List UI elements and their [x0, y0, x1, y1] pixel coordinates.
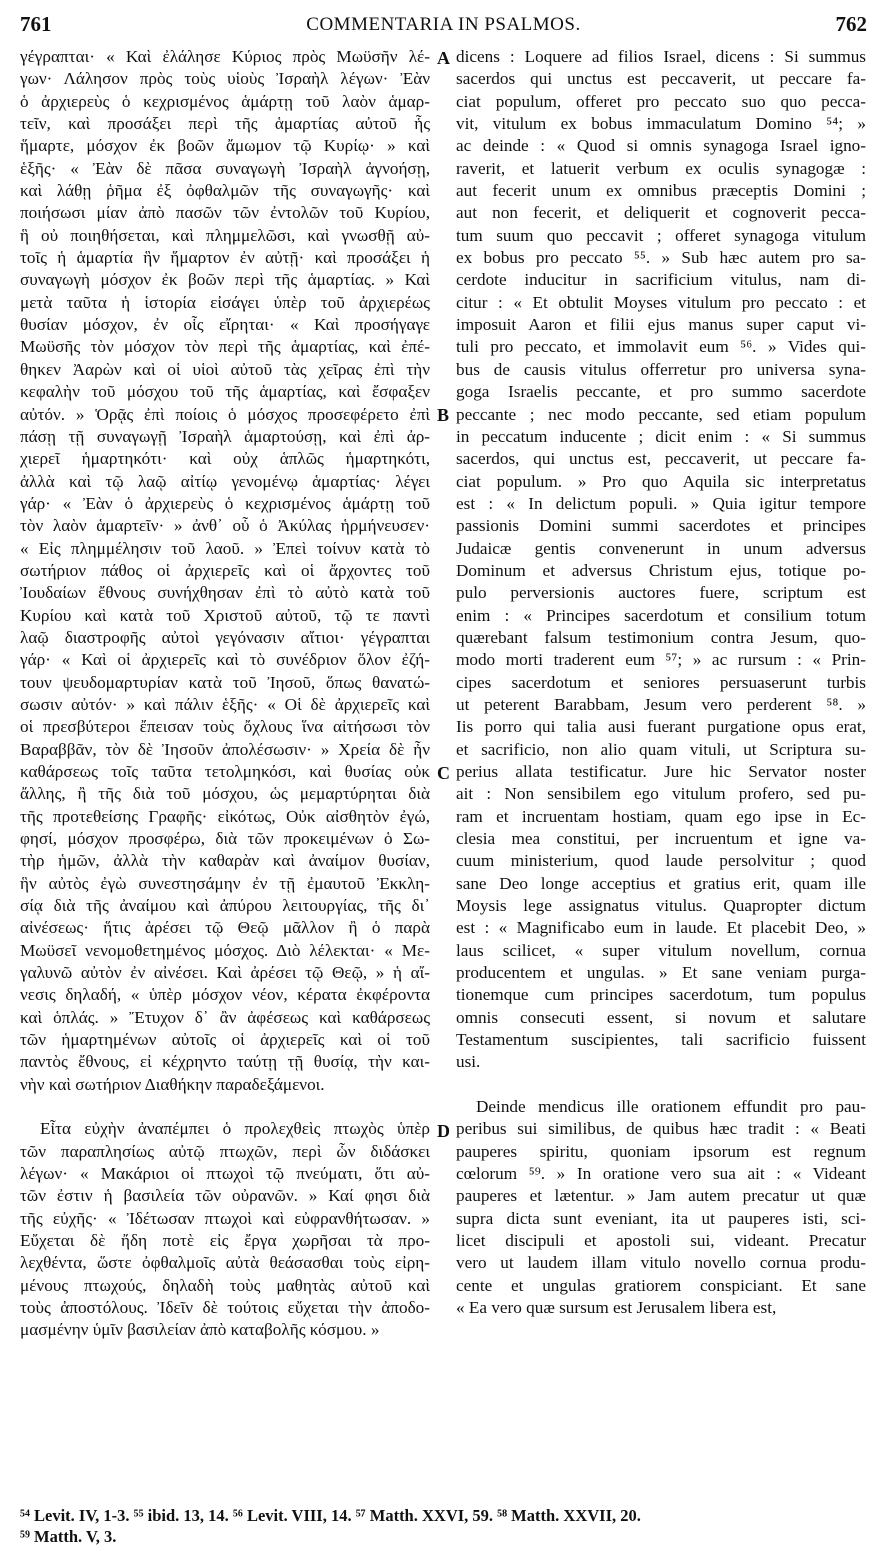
latin-text-line: ut peterent Barabbam, Jesum vero perderent ⁵⁸. » — [456, 694, 866, 714]
latin-text-line: Testamentum suscipientes, tali sacrificio fuissent — [456, 1030, 866, 1050]
latin-text-line: Dominum et adversus Christum ejus, totique po- — [456, 560, 866, 580]
greek-text-line: νεσις δηλαδή, « ὑπὲρ μόσχον νέον, κέρατα ἐκφέροντα — [20, 985, 430, 1005]
greek-text-line: γαλυνῶ αὐτὸν ἐν αἰνέσει. Καὶ ἀρέσει τῷ Θεῷ, » ἡ αἴ- — [20, 963, 430, 983]
latin-column — [456, 46, 866, 1319]
latin-text-line: cœlorum ⁵⁹. » In oratione vero sua ait : « Videant — [456, 1163, 866, 1183]
greek-text-line: τῆς εὐχῆς· « Ἰδέτωσαν πτωχοὶ καὶ εὐφρανθήτωσαν. » — [20, 1208, 430, 1228]
footnote-line: ⁵⁹ Matth. V, 3. — [20, 1527, 117, 1546]
greek-text-line: θυσίαν μόσχον, ἐν οἷς εἴρηται· « Καὶ προσήγαγε — [20, 315, 430, 335]
latin-text-line: clesia mea constitui, per incruentum et igne va- — [456, 829, 866, 849]
greek-text-line: ἥμαρτε, μόσχον ἐκ βοῶν ἄμωμον τῷ Κυρίῳ· » καὶ — [20, 136, 430, 156]
greek-text-line: τοὺς ἀποστόλους. Ἰδεῖν δὲ τούτοις εὔχεται τὴν ἀποδο- — [20, 1297, 430, 1317]
greek-text-line: τῶν παραπλησίως αὐτῷ πτωχῶν, περὶ ὧν διδάσκει — [20, 1141, 430, 1161]
latin-text-line: in peccatum inducente ; dicit enim : « Si summus — [456, 426, 866, 446]
latin-text-line: Judaicæ gentis convenerunt in unum adversus — [456, 538, 866, 558]
latin-paragraph-gap — [456, 1074, 866, 1096]
greek-text-line: τὴρ ἡμῶν, ἀλλὰ τὴν καθαρὰν καὶ ἀναίμον θυσίαν, — [20, 851, 430, 871]
greek-text-line: ἀλλὰ καὶ τῷ λαῷ αἰτίῳ γενομένῳ ἁμαρτίας· λέγει — [20, 471, 430, 491]
greek-text-line: παντὸς ἔθνους, εἰ κέχρηντο ταύτῃ τῇ θυσίᾳ, τὴν και- — [20, 1052, 430, 1072]
greek-text-line: Μωϋσεῖ νενομοθετημένος μόσχος. Διὸ λέλεκται· « Με- — [20, 940, 430, 960]
greek-text-line: Βαραββᾶν, τὸν δὲ Ἰησοῦν ἀπολέσωσιν· » Χρεία δὲ ἦν — [20, 739, 430, 759]
greek-text-line: μένους πτωχούς, δηλαδὴ τοὺς μαθητὰς αὐτοῦ καὶ — [20, 1275, 430, 1295]
greek-text-line: οἱ πρεσβύτεροι ἔπεισαν τοὺς ὄχλους ἵνα αἰτήσωσι τὸν — [20, 717, 430, 737]
latin-text-line: usi. — [456, 1052, 481, 1072]
greek-text-line: μασμένην ὑμῖν βασιλείαν ἀπὸ καταβολῆς κόσμου. » — [20, 1320, 380, 1340]
greek-text-line: γάρ· « Ἐὰν ὁ ἀρχιερεὺς ὁ κεχρισμένος ἁμάρτῃ τοῦ — [20, 493, 430, 513]
greek-text-line: Ἰουδαίων ἔθνους συνήχθησαν ἐπὶ τὸ αὐτὸ κατὰ τοῦ — [20, 583, 430, 603]
greek-text-line: θηκεν Ἀαρὼν καὶ οἱ υἱοὶ αὐτοῦ τὰς χεῖρας ἐπὶ τὴν — [20, 359, 430, 379]
latin-text-line: ciat populum. » Pro quo Aquila sic interpretatus — [456, 471, 866, 491]
latin-text-line: imposuit Aaron et filii ejus manus super caput vi- — [456, 315, 866, 335]
greek-text-line: πάσῃ τῇ συναγωγῇ Ἰσραὴλ ἁμαρτούσῃ, καὶ ἐπὶ ἀρ- — [20, 426, 430, 446]
margin-letter-c: C — [437, 763, 450, 783]
greek-text-line: γέγραπται· « Καὶ ἐλάλησε Κύριος πρὸς Μωϋσῆν λέ- — [20, 47, 430, 66]
latin-text-line: ciat populum, offeret pro peccato suo quo pecca- — [456, 91, 866, 111]
margin-letter-b: B — [437, 405, 450, 425]
latin-text-line: ait : Non sensibilem ego vitulum profero, sed pu- — [456, 784, 866, 804]
greek-paragraph-gap — [20, 1096, 430, 1118]
page-number-left: 761 — [20, 12, 52, 36]
greek-text-line: ὁ ἀρχιερεὺς ὁ κεχρισμένος ἁμάρτῃ τοῦ λαὸν ἁμαρ- — [20, 91, 430, 111]
latin-text-line: tuli pro peccato, et immolavit eum ⁵⁶. » Vides qui- — [456, 337, 866, 357]
latin-text-line: cuum ministerium, quod laude persolvitur ; quod — [456, 851, 866, 871]
latin-text-line: vit, vitulum ex bobus immaculatum Domino ⁵⁴; » — [456, 114, 866, 134]
greek-text-line: τεῖν, καὶ προσάξει περὶ τῆς ἁμαρτίας αὐτοῦ ἧς — [20, 114, 430, 134]
latin-text-line: licet discipuli et apostoli sui, videant. Precatur — [456, 1230, 866, 1250]
latin-text-line: peribus sui similibus, de quibus hæc tradit : « Beati — [456, 1119, 866, 1139]
footnotes — [20, 1505, 869, 1547]
latin-text-line: supra dicta sunt eveniant, ita ut pauperes isti, sci- — [456, 1208, 866, 1228]
greek-text-line: τοῖς ἡ ἁμαρτία ἣν ἥμαρτον ἐν αὐτῇ· καὶ προσάξει ἡ — [20, 248, 430, 268]
latin-text-line: tum suum quo peccavit ; offeret synagoga vitulum — [456, 225, 866, 245]
greek-text-line: τῶν ἐστιν ἡ βασιλεία τῶν οὐρανῶν. » Καί φησι διὰ — [20, 1186, 430, 1206]
greek-text-line: λαῷ διαστροφῆς αὐτοὶ γεγόνασιν αἴτιοι· γέγραπται — [20, 627, 430, 647]
latin-text-line: sacerdos qui unctus est peccaverit, ut peccare fa- — [456, 69, 866, 89]
greek-text-line: ἄλλης, ἢ τῆς διὰ τοῦ μόσχου, ὡς μεμαρτύρηται διὰ — [20, 784, 430, 804]
greek-text-line: ἣν αὐτὸς ἐγὼ συνεστησάμην ἐν τῇ ἐμαυτοῦ Ἐκκλη- — [20, 873, 430, 893]
greek-text-line: γων· Λάλησον πρὸς τοὺς υἱοὺς Ἰσραὴλ λέγων· Ἐὰν — [20, 69, 430, 89]
latin-text-line: est : « In delictum populi. » Quia igitur tempore — [456, 493, 866, 513]
greek-text-line: καὶ λάθῃ ῥῆμα ἐξ ὀφθαλμῶν τῆς συναγωγῆς· καὶ — [20, 181, 430, 201]
greek-text-line: καθάρσεως τοῖς ταῦτα τετολμηκόσι, καὶ θυσίας οὐκ — [20, 762, 430, 781]
latin-text-line: pauperes spiritu, quoniam ipsorum est regnum — [456, 1141, 866, 1161]
greek-text-line: Εἶτα εὐχὴν ἀναπέμπει ὁ προλεχθεὶς πτωχὸς ὑπὲρ — [40, 1119, 430, 1139]
greek-text-line: σωτήριον πάθος οἱ ἀρχιερεῖς καὶ οἱ ἄρχοντες τοῦ — [20, 560, 430, 580]
greek-text-line: γάρ· « Καὶ οἱ ἀρχιερεῖς καὶ τὸ συνέδριον ὅλον ἐζή- — [20, 650, 430, 670]
latin-text-line: modo morti traderent eum ⁵⁷; » ac rursum : « Prin- — [456, 650, 866, 670]
latin-text-line: passionis Domini summi sacerdotes et principes — [456, 516, 866, 536]
greek-text-line: « Εἰς πλημμέλησιν τοῦ λαοῦ. » Ἐπεὶ τοίνυν κατὰ τὸ — [20, 538, 430, 558]
greek-text-line: τῶν ἡμαρτημένων αὐτοῖς οἱ ἀρχιερεῖς καὶ οἱ τοῦ — [20, 1030, 430, 1050]
latin-text-line: laus scilicet, « super vitulum novellum, cornua — [456, 940, 866, 960]
latin-text-line: perius allata testificatur. Jure hic Servator noster — [456, 762, 866, 781]
latin-text-line: « Ea vero quæ sursum est Jerusalem libera est, — [456, 1297, 777, 1317]
greek-text-line: τουν ψευδομαρτυρίαν κατὰ τοῦ Ἰησοῦ, ὅπως θανατώ- — [20, 672, 430, 692]
latin-text-line: aut fecerit unum ex omnibus præceptis Domini ; — [456, 181, 866, 201]
page-number-right: 762 — [835, 12, 867, 36]
greek-text-line: αὐτόν. » Ὁρᾷς ἐπὶ ποίοις ὁ μόσχος προσεφέρετο ἐπὶ — [20, 404, 430, 424]
latin-text-line: pulo perversionis auctores fuere, scriptum est — [456, 583, 866, 603]
latin-text-line: Moysis lege assignatus vitulus. Quapropter dictum — [456, 896, 866, 916]
latin-text-line: cipes sacerdotum et seniores persuaserunt turbis — [456, 672, 866, 692]
latin-text-line: omnis consecuti essent, si novum et salutare — [456, 1007, 866, 1027]
latin-text-line: est : « Magnificabo eum in laude. Et placebit Deo, » — [456, 918, 866, 938]
greek-text-line: χιερεῖ ἡμαρτηκότι· καὶ οὐχ ἁπλῶς ἡμαρτηκότι, — [20, 449, 430, 469]
latin-text-line: producentem et ungulas. » Et sane veniam purga- — [456, 963, 866, 983]
greek-text-line: φησί, μόσχον προσφέρω, διὰ τῶν προκειμένων ὁ Σω- — [20, 829, 430, 849]
greek-text-line: λέγων· « Μακάριοι οἱ πτωχοὶ τῷ πνεύματι, ὅτι αὐ- — [20, 1163, 430, 1183]
greek-text-line: ἣ οὐ ποιηθήσεται, καὶ πλημμελῶσι, καὶ γνωσθῇ αὐ- — [20, 225, 430, 245]
running-title: COMMENTARIA IN PSALMOS. — [306, 14, 581, 35]
greek-text-line: σωσιν αὐτόν· » καὶ πάλιν ἑξῆς· « Οἱ δὲ ἀρχιερεῖς καὶ — [20, 694, 430, 714]
greek-text-line: ἑξῆς· « Ἐὰν δὲ πᾶσα συναγωγὴ Ἰσραὴλ ἀγνοήσῃ, — [20, 158, 430, 178]
greek-text-line: σίᾳ διὰ τῆς ἀναίμου καὶ ἀπύρου λειτουργίας, τῆς δι᾽ — [20, 896, 430, 916]
greek-text-line: νὴν καὶ σωτήριον Διαθήκην παραδεξάμενοι. — [20, 1074, 325, 1094]
latin-text-line: enim : « Principes sacerdotum et consilium totum — [456, 605, 866, 625]
latin-text-line: ram et incruentam hostiam, quam ego ipse in Ec- — [456, 806, 866, 826]
latin-text-line: pauperes et lætentur. » Jam autem precatur ut quæ — [456, 1186, 866, 1206]
latin-text-line: sacerdos, qui unctus est, peccaverit, ut peccare fa- — [456, 449, 866, 469]
latin-text-line: cente et ungulas gratiorem conspiciant. Et sane — [456, 1275, 866, 1295]
greek-text-line: ποιήσωσι μίαν ἀπὸ πασῶν τῶν ἐντολῶν τοῦ Κυρίου, — [20, 203, 430, 223]
greek-text-line: λεχθέντα, ὥστε ὀφθαλμοῖς αὐτὰ θεάσασθαι τοὺς εἰρη- — [20, 1253, 430, 1273]
page-header — [20, 12, 867, 40]
margin-letter-a: A — [437, 48, 450, 68]
latin-text-line: raverit, et latuerit verbum ex oculis synagogæ : — [456, 158, 866, 178]
greek-text-line: καὶ ὁπλάς. » Ἔτυχον δ᾽ ἂν ἀφέσεως καὶ καθάρσεως — [20, 1007, 430, 1027]
margin-letter-d: D — [437, 1121, 450, 1141]
greek-column — [20, 46, 430, 1342]
greek-text-line: μετὰ ταῦτα ἡ ἱστορία εἰσάγει ὑπὲρ τοῦ ἀρχιερέως — [20, 292, 430, 312]
latin-text-line: cerdote inducitur in sacrificium vitulus, nam di- — [456, 270, 866, 290]
latin-text-line: peccante ; nec modo peccante, sed etiam populum — [456, 404, 866, 424]
latin-text-line: Deinde mendicus ille orationem effundit pro pau- — [476, 1096, 866, 1116]
latin-text-line: vero ut laudem illam vitulo novello cornua produ- — [456, 1253, 866, 1273]
footnote-line: ⁵⁴ Levit. IV, 1-3. ⁵⁵ ibid. 13, 14. ⁵⁶ Levit. VIII, 14. ⁵⁷ Matth. XXVI, 59. ⁵⁸ Matth. XXVII, 20. — [20, 1506, 641, 1525]
latin-text-line: goga Israelis peccante, et pro summo sacerdote — [456, 382, 866, 402]
greek-text-line: κεφαλὴν τοῦ μόσχου τοῦ τῆς ἁμαρτίας, καὶ ἔσφαξεν — [20, 382, 430, 402]
greek-text-line: τὸν λαὸν ἁμαρτεῖν· » ἀνθ᾽ οὗ ὁ Ἀκύλας ἡρμήνευσεν· — [20, 516, 430, 536]
latin-text-line: et sacrificio, non alio quam vituli, ut Scriptura su- — [456, 739, 866, 759]
latin-text-line: dicens : Loquere ad filios Israel, dicens : Si summus — [456, 47, 866, 66]
latin-text-line: aut non fecerit, et deliquerit et cognoverit pecca- — [456, 203, 866, 223]
latin-text-line: quærebant falsum testimonium contra Jesum, quo- — [456, 627, 866, 647]
latin-text-line: Iis porro qui talia ausi fuerant purgatione opus erat, — [456, 717, 866, 737]
greek-text-line: αἰνέσεως· ἥτις ἀρέσει τῷ Θεῷ μᾶλλον ἢ ὁ παρὰ — [20, 918, 430, 938]
latin-text-line: ac deinde : « Quod si omnis synagoga Israel igno- — [456, 136, 866, 156]
latin-text-line: tionemque cum principes sacerdotum, tum populus — [456, 985, 866, 1005]
latin-text-line: bus de causis vitulus offerretur pro universa syna- — [456, 359, 866, 379]
latin-text-line: sane Deo longe acceptius et gratius erit, quam ille — [456, 873, 866, 893]
greek-text-line: Μωϋσῆς τὸν μόσχον τὸν περὶ τῆς ἁμαρτίας, καὶ ἐπέ- — [20, 337, 430, 357]
greek-text-line: Κυρίου καὶ κατὰ τοῦ Χριστοῦ αὐτοῦ, τῷ τε παντὶ — [20, 605, 430, 625]
greek-text-line: Εὔχεται δὲ ἤδη ποτὲ εἰς ἔργα χωρῆσαι τὰ προ- — [20, 1230, 430, 1250]
greek-text-line: συναγωγὴ μόσχον ἐκ βοῶν περὶ τῆς ἁμαρτίας. » Καὶ — [20, 270, 430, 290]
greek-text-line: τῆς προτεθείσης Γραφῆς· εἰκότως, Οὐκ αἰσθητὸν ἐγώ, — [20, 806, 430, 826]
latin-text-line: ex bobus pro peccato ⁵⁵. » Sub hæc autem pro sa- — [456, 248, 866, 268]
latin-text-line: citur : « Et obtulit Moyses vitulum pro peccato : et — [456, 292, 866, 312]
